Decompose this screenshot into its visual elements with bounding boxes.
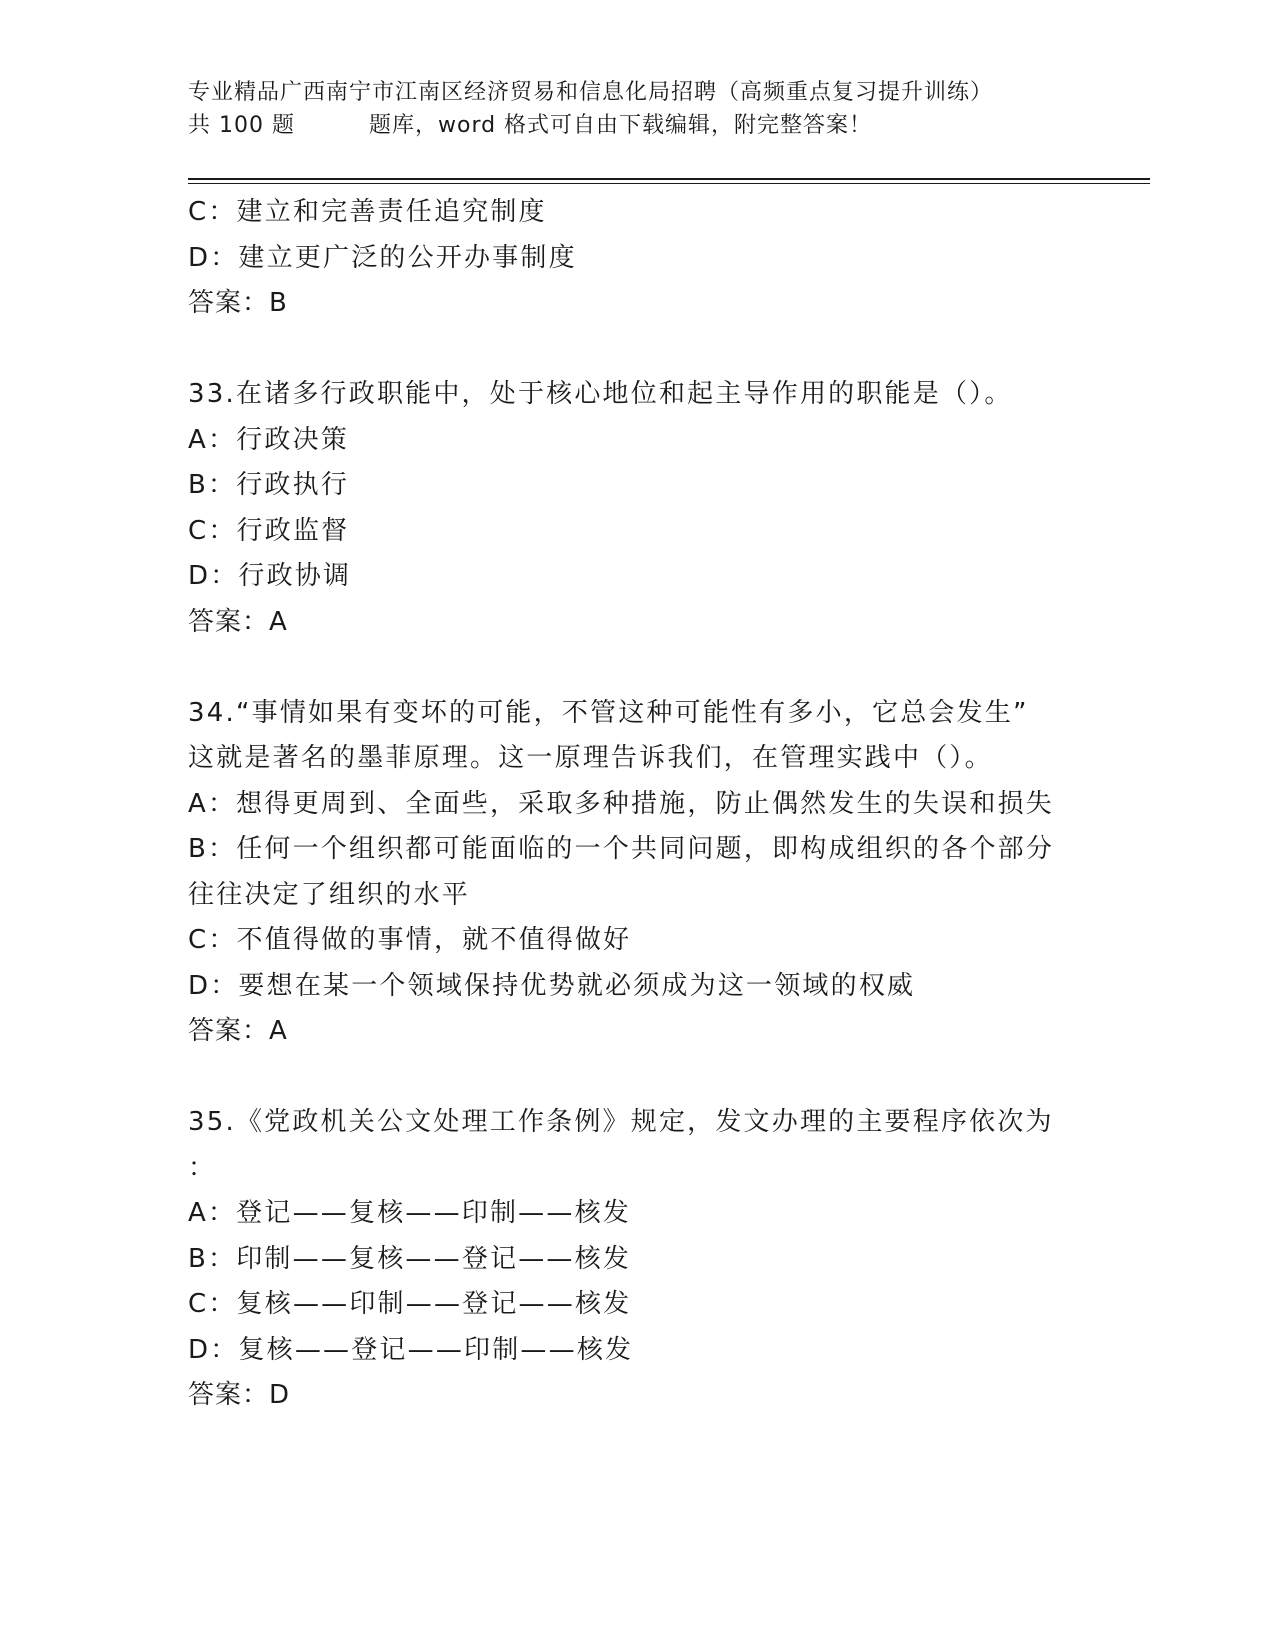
- header-description: 题库，word 格式可自由下载编辑，附完整答案！: [368, 113, 873, 138]
- header-divider-thin: [188, 183, 1150, 184]
- option-b-continued: 往往决定了组织的水平: [188, 879, 471, 910]
- header-title-line: 专业精品广西南宁市江南区经济贸易和信息化局招聘（高频重点复习提升训练）: [188, 80, 994, 105]
- question-stem: 35.《党政机关公文处理工作条例》规定，发文办理的主要程序依次为: [188, 1107, 1054, 1137]
- question-33: [188, 372, 1088, 645]
- answer-line: 答案：D: [188, 1380, 291, 1410]
- option-a: A：行政决策: [188, 424, 349, 455]
- option-d: D：建立更广泛的公开办事制度: [188, 242, 577, 273]
- question-stem-continued: ：: [188, 1152, 217, 1183]
- option-a: A：登记——复核——印制——核发: [188, 1198, 631, 1228]
- document-header: [188, 76, 1148, 142]
- option-c: C：不值得做的事情，就不值得做好: [188, 925, 632, 955]
- option-b: B：任何一个组织都可能面临的一个共同问题，即构成组织的各个部分: [188, 834, 1055, 864]
- header-subtitle-line: [188, 109, 1148, 142]
- question-stem: 34.“事情如果有变坏的可能，不管这种可能性有多小，它总会发生”: [188, 697, 1029, 728]
- answer-line: 答案：A: [188, 1016, 288, 1046]
- question-34: [188, 691, 1088, 1055]
- question-stem-continued: 这就是著名的墨菲原理。这一原理告诉我们，在管理实践中（）。: [188, 743, 993, 773]
- option-a: A：想得更周到、全面些，采取多种措施，防止偶然发生的失误和损失: [188, 788, 1054, 819]
- option-d: D：复核——登记——印制——核发: [188, 1334, 634, 1365]
- option-d: D：要想在某一个领域保持优势就必须成为这一领域的权威: [188, 970, 916, 1001]
- question-stem: 33.在诸多行政职能中，处于核心地位和起主导作用的职能是（）。: [188, 379, 1013, 409]
- question-32-tail: [188, 190, 1088, 327]
- option-c: C：行政监督: [188, 515, 350, 546]
- header-question-count: 共 100 题: [188, 113, 295, 138]
- question-35: [188, 1100, 1088, 1419]
- option-b: B：行政执行: [188, 470, 350, 500]
- option-b: B：印制——复核——登记——核发: [188, 1243, 632, 1274]
- option-c: C：建立和完善责任追究制度: [188, 197, 547, 227]
- answer-line: 答案：B: [188, 288, 288, 318]
- option-c: C：复核——印制——登记——核发: [188, 1289, 632, 1319]
- header-divider-thick: [188, 178, 1150, 180]
- option-d: D：行政协调: [188, 561, 352, 591]
- question-content: [188, 190, 1088, 1419]
- answer-line: 答案：A: [188, 606, 288, 637]
